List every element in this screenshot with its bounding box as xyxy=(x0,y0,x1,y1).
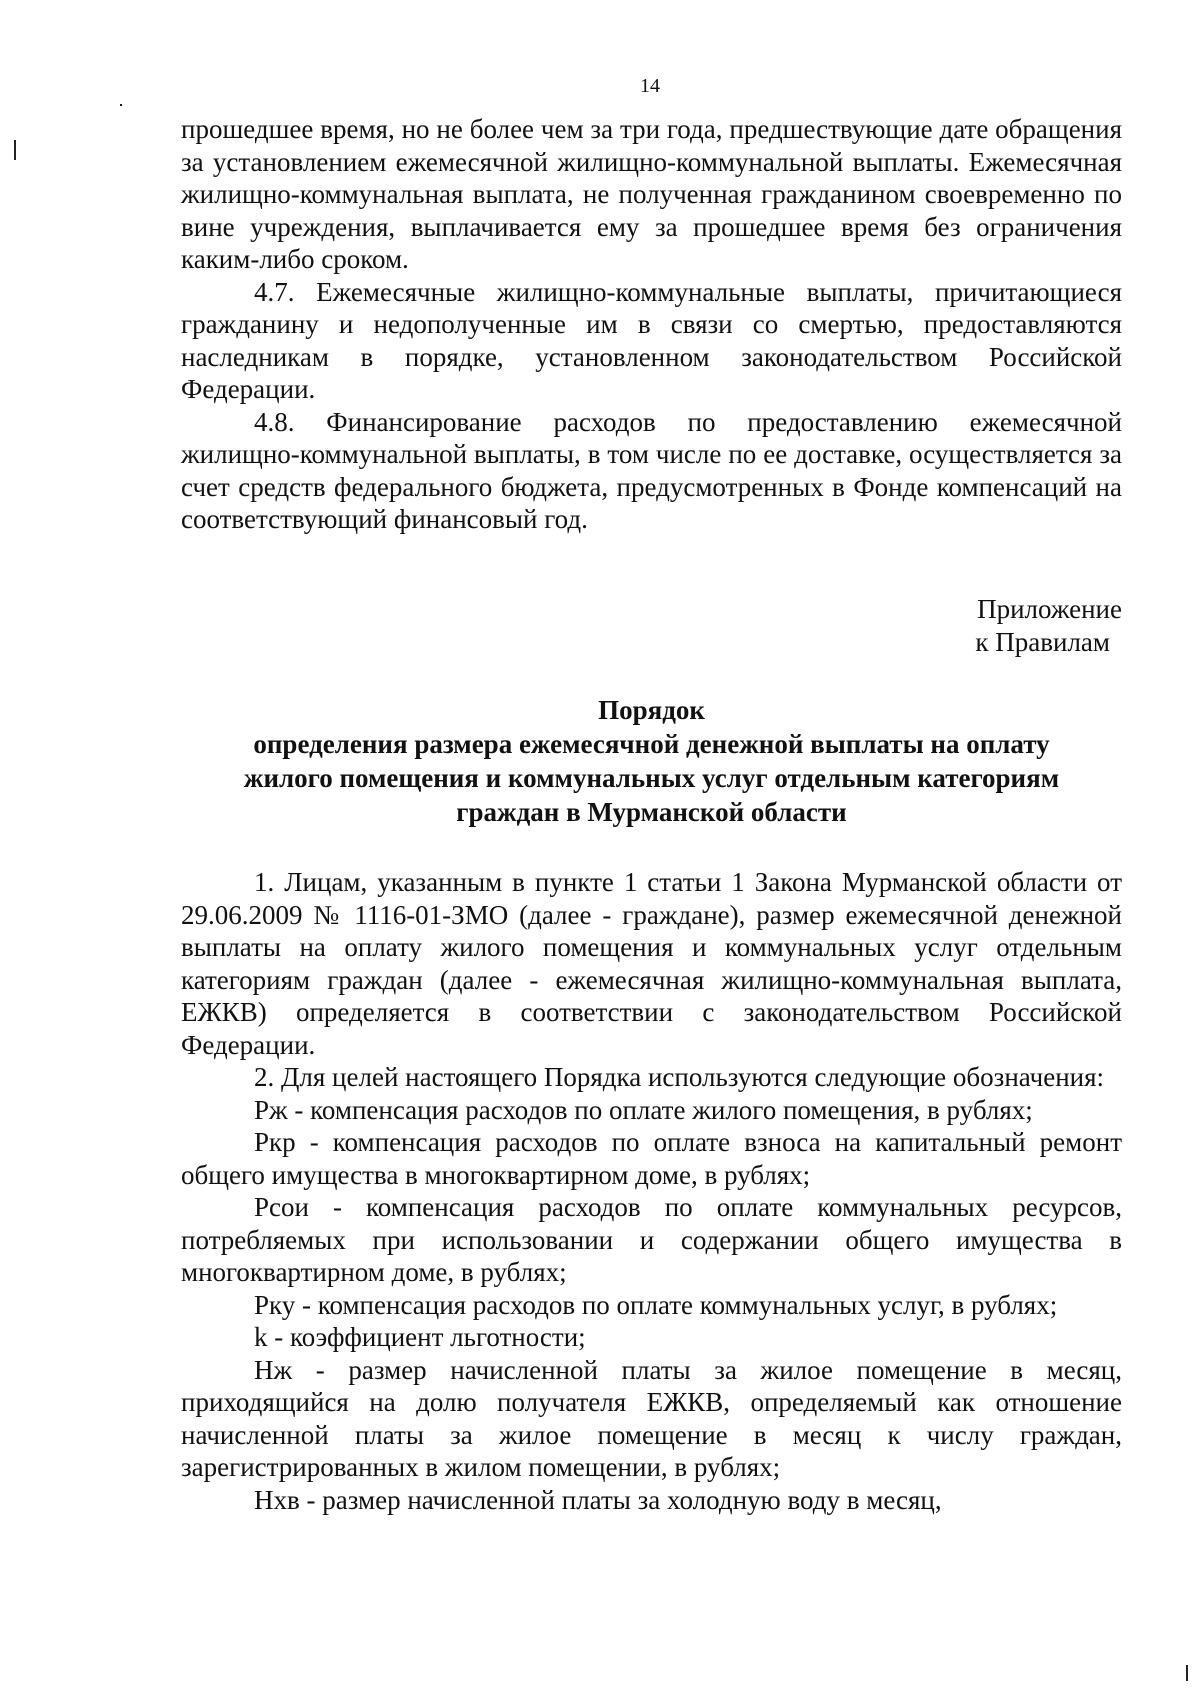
paragraph-4-8: 4.8. Финансирование расходов по предоставлению ежемесячной жилищно-коммунальной выплаты, в том числе по ее доставке, осуществляется за счет средств федерального бюджета, предусмотренных в Фонде компенсаций на соответствующий финансовый год. xyxy=(181,406,1122,534)
appendix-label xyxy=(822,593,1122,659)
title-line-2: определения размера ежемесячной денежной выплаты на оплату xyxy=(253,729,1050,759)
point-2: 2. Для целей настоящего Порядка используются следующие обозначения: xyxy=(254,1062,1105,1092)
definition-k: k - коэффициент льготности; xyxy=(254,1322,586,1352)
scan-artifact-left xyxy=(14,140,16,160)
definition-rku: Рку - компенсация расходов по оплате коммунальных услуг, в рублях; xyxy=(254,1289,1058,1320)
appendix-line-1: Приложение xyxy=(977,594,1122,624)
section-4-text xyxy=(181,113,1122,536)
definition-nzh: Нж - размер начисленной платы за жилое помещение в месяц, приходящийся на долю получателя ЕЖКВ, определяемый как отношение начисленной платы за жилое помещение в месяц к числу граждан, зарегистрированных в жилом помещении, в рублях; xyxy=(181,1354,1122,1482)
definition-rkr: Ркр - компенсация расходов по оплате взноса на капитальный ремонт общего имущества в многоквартирном доме, в рублях; xyxy=(181,1127,1122,1190)
title-line-1: Порядок xyxy=(598,695,705,725)
procedure-text xyxy=(181,866,1122,1516)
definition-nhv: Нхв - размер начисленной платы за холодную воду в месяц, xyxy=(254,1484,942,1515)
title-line-3: жилого помещения и коммунальных услуг отдельным категориям xyxy=(243,763,1060,793)
scan-artifact-dot xyxy=(120,104,122,106)
definition-rzh: Рж - компенсация расходов по оплате жилого помещения, в рублях; xyxy=(254,1094,1033,1125)
scan-artifact-right xyxy=(1186,1665,1188,1681)
continuation-paragraph: прошедшее время, но не более чем за три года, предшествующие дате обращения за установлением ежемесячной жилищно-коммунальной выплаты. Ежемесячная жилищно-коммунальная выплата, не полученная гражданином своевременно по вине учреждения, выплачивается ему за прошедшее время без ограничения каким-либо сроком. xyxy=(181,114,1122,274)
appendix-line-2: к Правилам xyxy=(975,627,1110,657)
page-number: 14 xyxy=(640,75,660,97)
point-1: 1. Лицам, указанным в пункте 1 статьи 1 Закона Мурманской области от 29.06.2009 № 1116-01-ЗМО (далее - граждане), размер ежемесячной денежной выплаты на оплату жилого помещения и коммунальных услуг отдельным категориям граждан (далее - ежемесячная жилищно-коммунальная выплата, ЕЖКВ) определяется в соответствии с законодательством Российской Федерации. xyxy=(181,867,1122,1060)
paragraph-4-7: 4.7. Ежемесячные жилищно-коммунальные выплаты, причитающиеся гражданину и недополученные им в связи со смертью, предоставляются наследникам в порядке, установленном законодательством Российской Федерации. xyxy=(181,276,1122,404)
document-title xyxy=(181,693,1122,829)
title-line-4: граждан в Мурманской области xyxy=(456,797,847,827)
definition-rsoi: Рсои - компенсация расходов по оплате коммунальных ресурсов, потребляемых при использовании и содержании общего имущества в многоквартирном доме, в рублях; xyxy=(181,1192,1122,1287)
